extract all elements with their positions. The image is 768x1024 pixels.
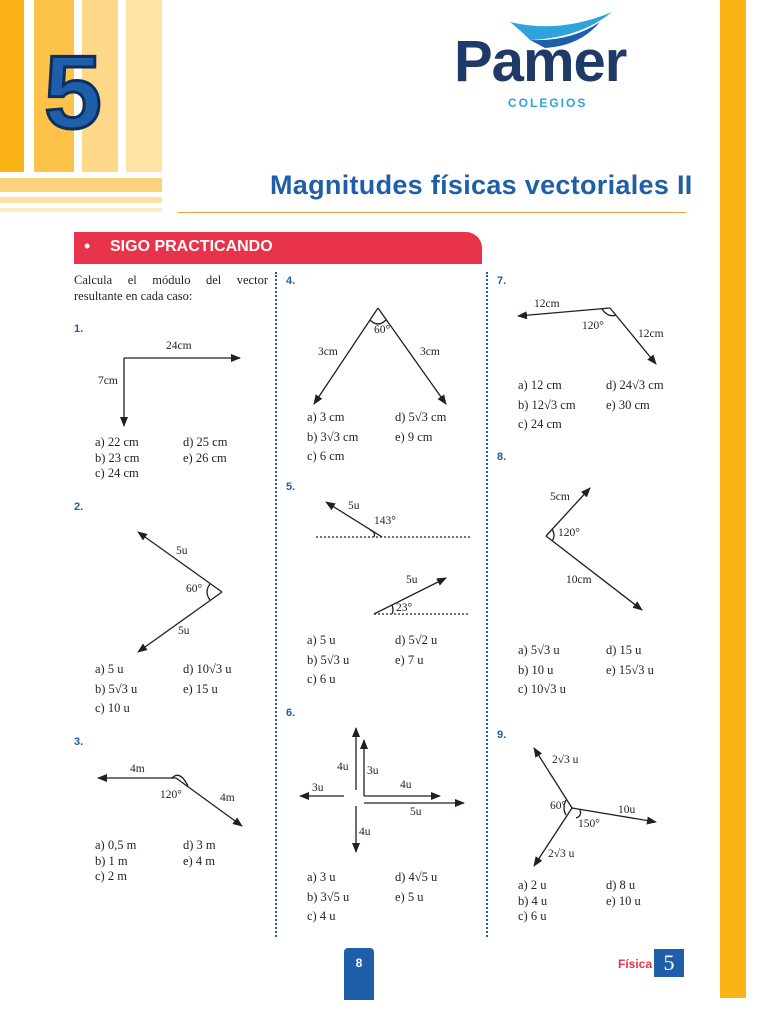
q3-option-b: b) 1 m (95, 853, 128, 868)
q7-vector-left (518, 308, 610, 316)
q2-label-5u-bottom: 5u (178, 625, 190, 637)
q7-options (518, 376, 664, 435)
q6-label-3u-left: 3u (312, 782, 324, 794)
q9-label-60: 60° (550, 800, 567, 812)
q3-number: 3. (74, 736, 84, 748)
q5-label-143: 143° (374, 515, 396, 527)
q8-vector-down (546, 536, 642, 610)
q5-label-5u-bottom: 5u (406, 574, 418, 586)
q3-option-c: c) 2 m (95, 869, 127, 883)
q9-option-d: d) 8 u (606, 878, 636, 892)
q9-option-b: b) 4 u (518, 893, 548, 908)
q1-label-7cm: 7cm (98, 375, 118, 387)
q4-number: 4. (286, 275, 296, 287)
q4-option-d: d) 5√3 cm (395, 410, 447, 424)
lesson-number: 5 (44, 35, 102, 151)
q9-angle-arc-2 (576, 810, 581, 818)
q6-label-4u-up: 4u (337, 761, 349, 773)
page-number: 8 (355, 956, 363, 970)
footer-grade: 5 (663, 950, 675, 975)
q9-options (518, 878, 641, 925)
q4-options (307, 408, 446, 467)
q1-option-d: d) 25 cm (183, 435, 228, 449)
q7-option-e: e) 30 cm (606, 397, 650, 412)
q7-label-12cm-right: 12cm (638, 328, 664, 340)
q9-option-c: c) 6 u (518, 909, 547, 923)
page-number-tab (344, 948, 374, 1000)
q2-options (95, 660, 232, 719)
q9-label-lower: 2√3 u (548, 848, 575, 860)
q6-label-3u-up: 3u (367, 765, 379, 777)
q1-option-e: e) 26 cm (183, 450, 227, 465)
q7-label-12cm-left: 12cm (534, 298, 560, 310)
q8-option-d: d) 15 u (606, 643, 642, 657)
q3-label-4m-right: 4m (220, 792, 235, 804)
q6-label-4u-down: 4u (359, 826, 371, 838)
q5-angle-arc-2 (392, 605, 393, 614)
q1-option-b: b) 23 cm (95, 450, 140, 465)
q9-label-10u: 10u (618, 804, 636, 816)
brand-subtitle: COLEGIOS (508, 96, 588, 110)
q4-label-angle: 60° (374, 324, 391, 336)
q4-option-e: e) 9 cm (395, 429, 433, 444)
q8-label-angle: 120° (558, 527, 580, 539)
q5-option-a: a) 5 u (307, 633, 336, 647)
q6-option-e: e) 5 u (395, 889, 424, 904)
q3-options (95, 838, 216, 885)
q6-label-4u-right: 4u (400, 779, 412, 791)
q7-option-b: b) 12√3 cm (518, 397, 576, 412)
q5-label-23: 23° (396, 602, 413, 614)
q8-option-e: e) 15√3 u (606, 662, 654, 677)
q8-angle-arc (552, 529, 554, 541)
q2-label-5u-top: 5u (176, 545, 188, 557)
q6-option-b: b) 3√5 u (307, 889, 350, 904)
q8-label-10cm: 10cm (566, 574, 592, 586)
section-bullet: • (84, 236, 91, 256)
q8-option-a: a) 5√3 u (518, 643, 560, 657)
q8-option-c: c) 10√3 u (518, 682, 566, 696)
q5-options (307, 631, 437, 690)
q5-number: 5. (286, 481, 296, 493)
q7-option-c: c) 24 cm (518, 417, 562, 431)
q2-vector-upper (138, 532, 222, 592)
q4-option-a: a) 3 cm (307, 410, 345, 424)
q1-options (95, 435, 227, 482)
q5-option-b: b) 5√3 u (307, 652, 350, 667)
q3-option-e: e) 4 m (183, 853, 215, 868)
q6-number: 6. (286, 707, 296, 719)
q2-label-angle: 60° (186, 583, 203, 595)
page-title: Magnitudes físicas vectoriales II (270, 170, 693, 200)
q4-option-b: b) 3√3 cm (307, 429, 359, 444)
q6-label-5u: 5u (410, 806, 422, 818)
q6-options (307, 868, 437, 927)
q4-label-3cm-right: 3cm (420, 346, 440, 358)
q1-option-c: c) 24 cm (95, 466, 139, 480)
q8-label-5cm: 5cm (550, 491, 570, 503)
q2-option-a: a) 5 u (95, 662, 124, 676)
q7-number: 7. (497, 275, 507, 287)
footer-subject: Física (618, 957, 653, 971)
q7-option-a: a) 12 cm (518, 378, 562, 392)
q3-option-a: a) 0,5 m (95, 838, 137, 852)
q9-label-upper: 2√3 u (552, 754, 579, 766)
q2-vector-lower (138, 592, 222, 652)
q5-option-c: c) 6 u (307, 672, 336, 686)
q8-option-b: b) 10 u (518, 662, 554, 677)
q2-option-e: e) 15 u (183, 681, 218, 696)
q6-option-a: a) 3 u (307, 870, 336, 884)
footer-grade-box (654, 949, 684, 977)
q1-number: 1. (74, 323, 84, 335)
q4-label-3cm-left: 3cm (318, 346, 338, 358)
q5-option-d: d) 5√2 u (395, 633, 438, 647)
q9-option-e: e) 10 u (606, 893, 641, 908)
q5-option-e: e) 7 u (395, 652, 424, 667)
q5-angle-arc (370, 530, 375, 537)
q8-number: 8. (497, 451, 507, 463)
q9-number: 9. (497, 729, 507, 741)
q6-option-c: c) 4 u (307, 909, 336, 923)
q3-option-d: d) 3 m (183, 838, 216, 852)
q2-option-b: b) 5√3 u (95, 681, 138, 696)
q2-number: 2. (74, 501, 84, 513)
q7-label-angle: 120° (582, 320, 604, 332)
q1-label-24cm: 24cm (166, 340, 192, 352)
instructions: Calcula el módulo del vector resultante en cada caso: (74, 273, 268, 303)
q4-option-c: c) 6 cm (307, 449, 345, 463)
q5-label-5u-top: 5u (348, 500, 360, 512)
q2-angle-arc (207, 584, 210, 600)
q9-option-a: a) 2 u (518, 878, 547, 892)
q7-option-d: d) 24√3 cm (606, 378, 664, 392)
section-title: SIGO PRACTICANDO (110, 238, 273, 255)
q1-option-a: a) 22 cm (95, 435, 139, 449)
q9-label-150: 150° (578, 818, 600, 830)
q3-label-4m-left: 4m (130, 763, 145, 775)
q3-label-angle: 120° (160, 789, 182, 801)
q6-option-d: d) 4√5 u (395, 870, 438, 884)
q2-option-d: d) 10√3 u (183, 662, 232, 676)
q8-options (518, 641, 654, 700)
brand-name: Pamer (454, 29, 627, 94)
q2-option-c: c) 10 u (95, 701, 130, 715)
